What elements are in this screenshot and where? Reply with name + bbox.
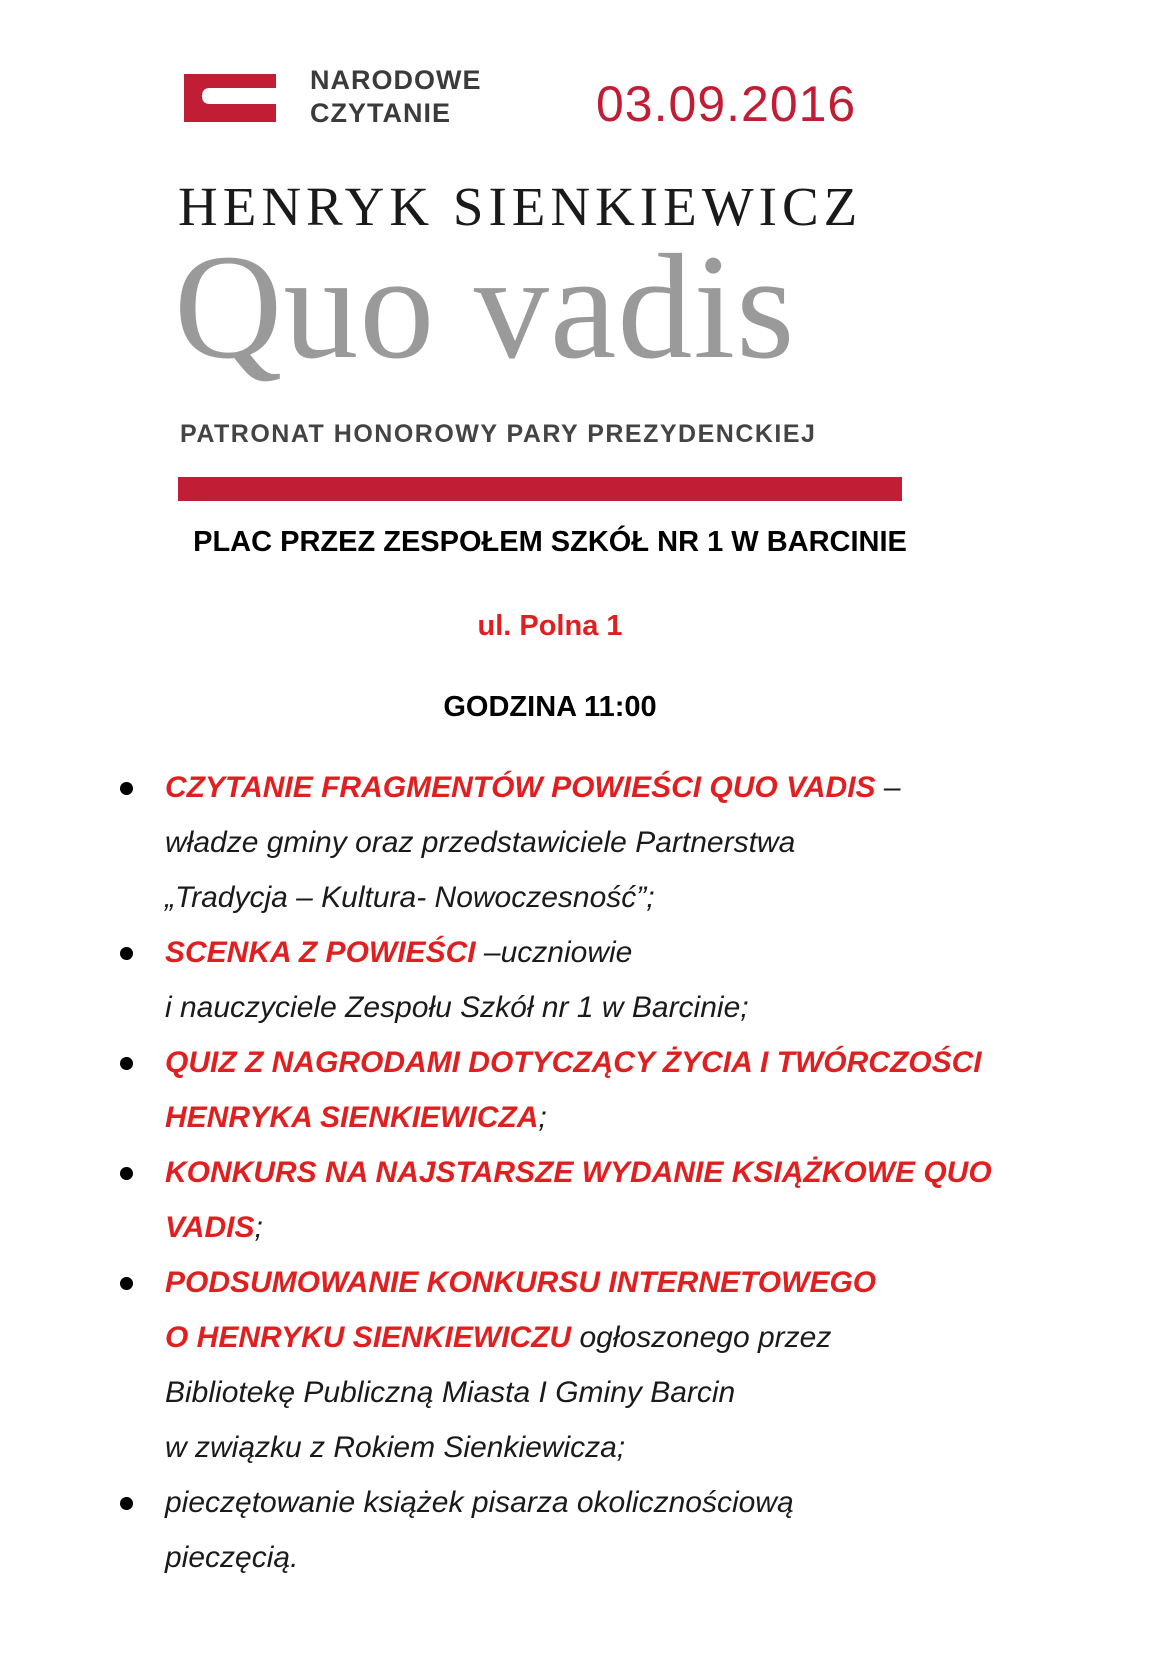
brand-line-2: CZYTANIE xyxy=(310,98,451,128)
bullet-icon xyxy=(120,782,133,795)
list-item-line: pieczęcią. xyxy=(165,1541,299,1574)
list-item-line xyxy=(165,1200,1080,1255)
list-item xyxy=(120,760,1080,925)
street-address: ul. Polna 1 xyxy=(477,610,623,642)
item-highlight: O HENRYKU SIENKIEWICZU xyxy=(165,1321,572,1354)
item-highlight: SCENKA Z POWIEŚCI xyxy=(165,936,476,969)
patronage-text: PATRONAT HONOROWY PARY PREZYDENCKIEJ xyxy=(180,420,817,448)
program-list xyxy=(120,760,1080,1585)
item-highlight: CZYTANIE FRAGMENTÓW POWIEŚCI QUO VADIS xyxy=(165,771,876,804)
venue-heading: PLAC PRZEZ ZESPOŁEM SZKÓŁ NR 1 W BARCINIE xyxy=(193,526,907,558)
item-highlight: QUIZ Z NAGRODAMI DOTYCZĄCY ŻYCIA I TWÓRCZOŚCI xyxy=(165,1046,982,1079)
list-item-line: w związku z Rokiem Sienkiewicza; xyxy=(165,1431,626,1464)
bullet-icon xyxy=(120,1057,133,1070)
list-item xyxy=(120,925,1080,1035)
list-item-line: i nauczyciele Zespołu Szkół nr 1 w Barcinie; xyxy=(165,991,749,1024)
list-item xyxy=(120,1255,1080,1475)
list-item xyxy=(120,1475,1080,1585)
item-highlight: VADIS xyxy=(165,1211,255,1244)
author-name: HENRYK SIENKIEWICZ xyxy=(178,176,863,237)
bullet-icon xyxy=(120,1497,133,1510)
item-text: – xyxy=(875,771,901,804)
list-item xyxy=(120,1035,1080,1145)
bullet-icon xyxy=(120,1167,133,1180)
list-item-line xyxy=(165,1310,1080,1365)
event-date: 03.09.2016 xyxy=(596,76,857,132)
item-text: ; xyxy=(254,1211,263,1244)
item-text: ; xyxy=(538,1101,547,1134)
event-hour: GODZINA 11:00 xyxy=(443,691,657,723)
list-item-line xyxy=(165,925,1080,980)
list-item-line xyxy=(165,760,1080,815)
list-item xyxy=(120,1145,1080,1255)
item-highlight: HENRYKA SIENKIEWICZA xyxy=(165,1101,539,1134)
brand-name xyxy=(310,64,482,130)
red-divider-bar xyxy=(178,477,902,501)
book-logo-icon xyxy=(180,70,280,126)
item-text: ogłoszonego przez xyxy=(571,1321,832,1354)
item-highlight: KONKURS NA NAJSTARSZE WYDANIE KSIĄŻKOWE QUO xyxy=(165,1156,992,1189)
bullet-icon xyxy=(120,947,133,960)
list-item-line: pieczętowanie książek pisarza okolicznościową xyxy=(165,1486,794,1519)
item-highlight: PODSUMOWANIE KONKURSU INTERNETOWEGO xyxy=(165,1266,877,1299)
list-item-line xyxy=(165,1090,1080,1145)
list-item-line: władze gminy oraz przedstawiciele Partnerstwa xyxy=(165,826,796,859)
bullet-icon xyxy=(120,1277,133,1290)
book-title: Quo vadis xyxy=(174,224,796,390)
item-text: –uczniowie xyxy=(475,936,633,969)
list-item-line: Bibliotekę Publiczną Miasta I Gminy Barcin xyxy=(165,1376,736,1409)
list-item-line: „Tradycja – Kultura- Nowoczesność”; xyxy=(165,881,655,914)
brand-line-1: NARODOWE xyxy=(310,65,482,95)
